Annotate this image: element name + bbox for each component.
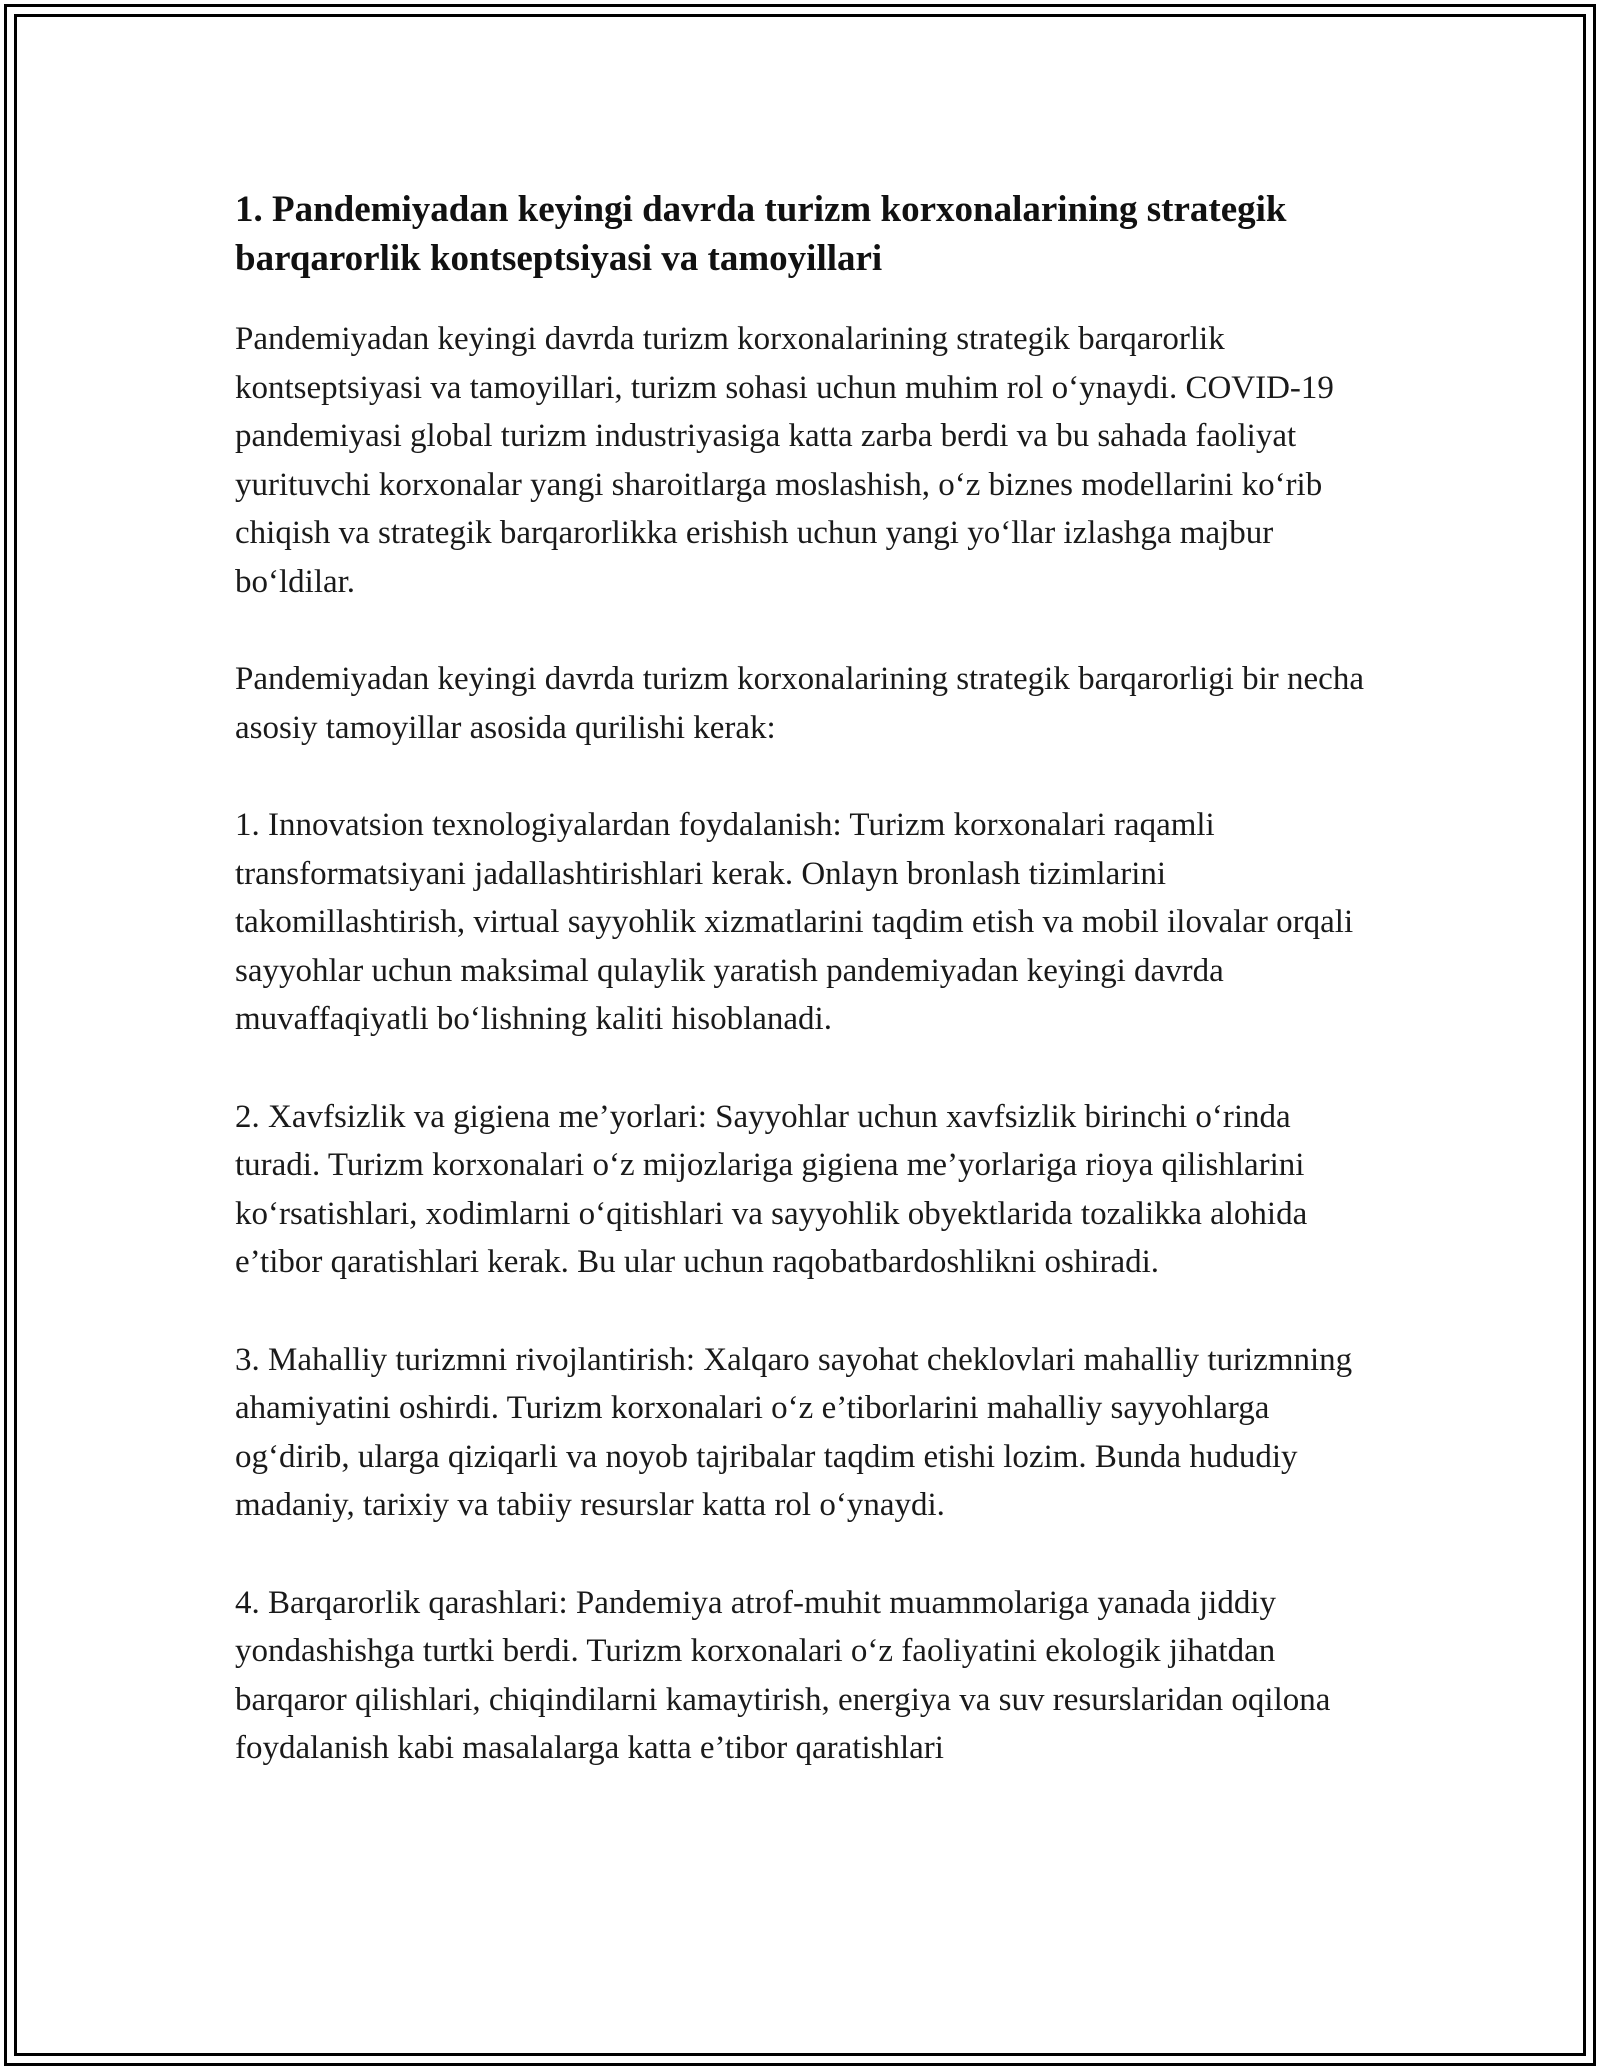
paragraph-principles-intro: Pandemiyadan keyingi davrda turizm korxonalarining strategik barqarorligi bir necha asosiy tamoyillar asosida qurilishi kerak: (235, 661, 1364, 746)
paragraph-principle-3: 3. Mahalliy turizmni rivojlantirish: Xalqaro sayohat cheklovlari mahalliy turizmning ahamiyatini oshirdi. Turizm korxonalari oʻz e’tiborlarini mahalliy sayyohlarga ogʻdirib, ularga qiziqarli va noyob tajribalar taqdim etishi lozim. Bunda hududiy madaniy, tarixiy va tabiiy resurslar katta rol oʻynaydi. (235, 1341, 1353, 1523)
section-heading: 1. Pandemiyadan keyingi davrda turizm korxonalarining strategik barqarorlik kontseptsiyasi va tamoyillari (235, 189, 1287, 279)
paragraph-intro: Pandemiyadan keyingi davrda turizm korxonalarining strategik barqarorlik kontseptsiyasi va tamoyillari, turizm sohasi uchun muhim rol oʻynaydi. COVID-19 pandemiyasi global turizm industriyasiga katta zarba berdi va bu sahada faoliyat yurituvchi korxonalar yangi sharoitlarga moslashish, oʻz biznes modellarini koʻrib chiqish va strategik barqarorlikka erishish uchun yangi yoʻllar izlashga majbur boʻldilar. (235, 321, 1334, 600)
paragraph-principle-2: 2. Xavfsizlik va gigiena me’yorlari: Sayyohlar uchun xavfsizlik birinchi oʻrinda turadi. Turizm korxonalari oʻz mijozlariga gigiena me’yorlariga rioya qilishlarini koʻrsatishlari, xodimlarni oʻqitishlari va sayyohlik obyektlarida tozalikka alohida e’tibor qaratishlari kerak. Bu ular uchun raqobatbardoshlikni oshiradi. (235, 1098, 1308, 1280)
document-body (235, 185, 1375, 1822)
paragraph-principle-1: 1. Innovatsion texnologiyalardan foydalanish: Turizm korxonalari raqamli transformatsiyani jadallashtirishlari kerak. Onlayn bronlash tizimlarini takomillashtirish, virtual sayyohlik xizmatlarini taqdim etish va mobil ilovalar orqali sayyohlar uchun maksimal qulaylik yaratish pandemiyadan keyingi davrda muvaffaqiyatli boʻlishning kaliti hisoblanadi. (235, 807, 1354, 1037)
paragraph-principle-4: 4. Barqarorlik qarashlari: Pandemiya atrof-muhit muammolariga yanada jiddiy yondashishga turtki berdi. Turizm korxonalari oʻz faoliyatini ekologik jihatdan barqaror qilishlari, chiqindilarni kamaytirish, energiya va suv resurslaridan oqilona foydalanish kabi masalalarga katta e’tibor qaratishlari (235, 1584, 1331, 1766)
